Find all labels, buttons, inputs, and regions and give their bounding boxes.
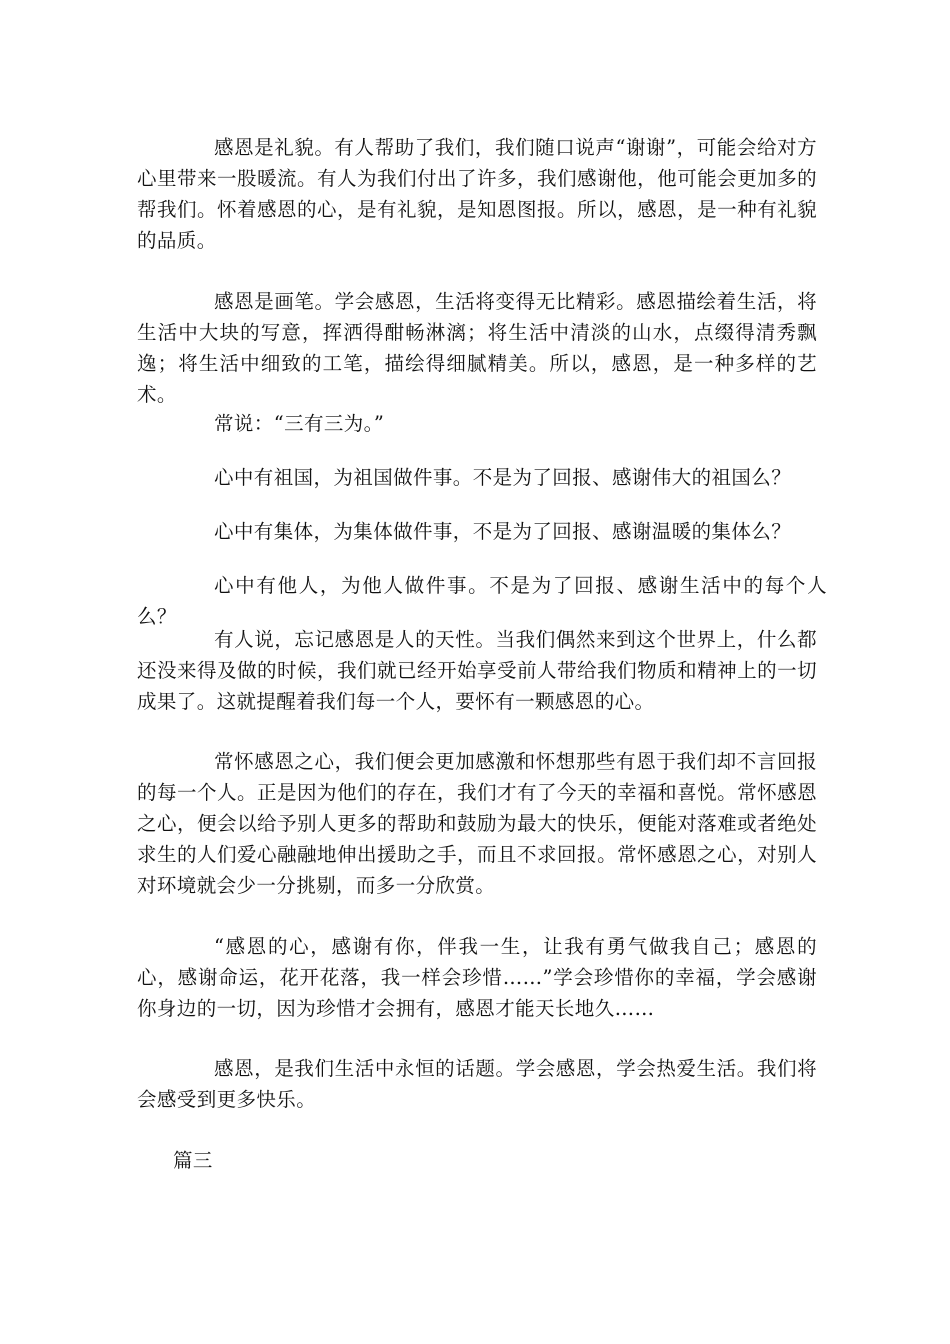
paragraph-paintbrush: 感恩是画笔。学会感恩，生活将变得无比精彩。感恩描绘着生活，将生活中大块的写意，挥洒得酣畅淋漓；将生活中清淡的山水，点缀得清秀飘逸；将生活中细致的工笔，描绘得细腻精美。所以，感恩，是一种多样的艺术。 — [137, 290, 817, 406]
paragraph-song-quote: “感恩的心，感谢有你，伴我一生，让我有勇气做我自己；感恩的心，感谢命运，花开花落，我一样会珍惜……”学会珍惜你的幸福，学会感谢你身边的一切，因为珍惜才会拥有，感恩才能天长地久…… — [137, 935, 817, 1020]
section-heading: 篇三 — [173, 1149, 213, 1172]
paragraph-nature: 有人说，忘记感恩是人的天性。当我们偶然来到这个世界上，什么都还没来得及做的时候，我们就已经开始享受前人带给我们物质和精神上的一切成果了。这就提醒着我们每一个人，要怀有一颗感恩的心。 — [137, 628, 817, 713]
paragraph-courtesy: 感恩是礼貌。有人帮助了我们，我们随口说声“谢谢”，可能会给对方心里带来一股暖流。有人为我们付出了许多，我们感谢他，他可能会更加多的帮我们。怀着感恩的心，是有礼貌，是知恩图报。所以，感恩，是一种有礼貌的品质。 — [137, 136, 817, 252]
paragraph-motherland: 心中有祖国，为祖国做件事。不是为了回报、感谢伟大的祖国么？ — [214, 466, 792, 489]
paragraph-conclusion: 感恩，是我们生活中永恒的话题。学会感恩，学会热爱生活。我们将会感受到更多快乐。 — [137, 1057, 817, 1111]
paragraph-saying: 常说：“三有三为。” — [214, 412, 385, 435]
paragraph-others: 心中有他人，为他人做件事。不是为了回报、感谢生活中的每个人么？ — [137, 574, 827, 628]
paragraph-gratitude-heart: 常怀感恩之心，我们便会更加感激和怀想那些有恩于我们却不言回报的每一个人。正是因为他们的存在，我们才有了今天的幸福和喜悦。常怀感恩之心，便会以给予别人更多的帮助和鼓励为最大的快乐，便能对落难或者绝处求生的人们爱心融融地伸出援助之手，而且不求回报。常怀感恩之心，对别人对环境就会少一分挑剔，而多一分欣赏。 — [137, 750, 817, 897]
paragraph-collective: 心中有集体，为集体做件事，不是为了回报、感谢温暖的集体么？ — [214, 520, 792, 543]
